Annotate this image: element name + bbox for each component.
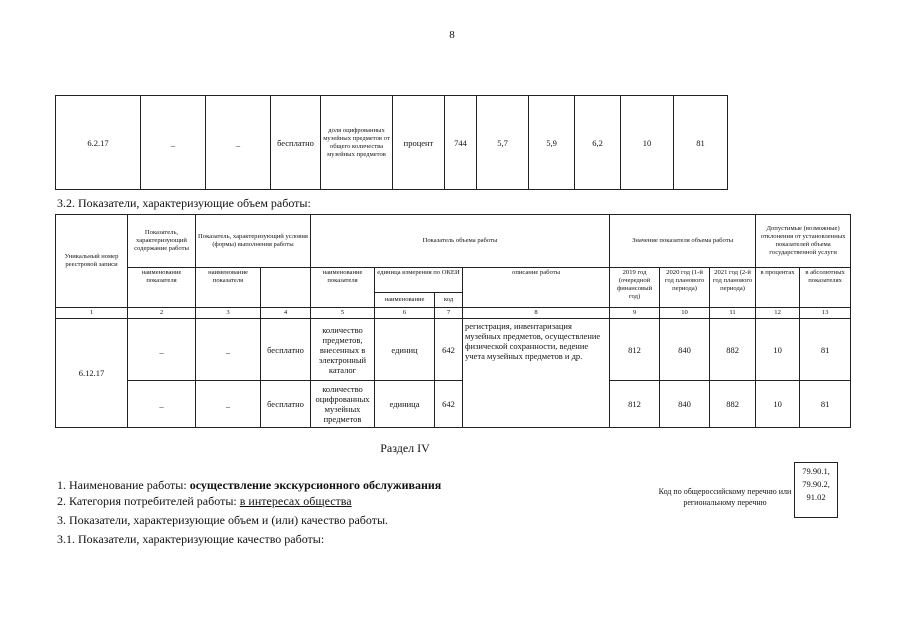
header-content-indicator: Показатель, характеризующий содержание работы: [128, 215, 196, 268]
okei-code: 744: [445, 96, 477, 190]
table-cell: _: [128, 381, 196, 428]
table-cell: бесплатно: [261, 381, 311, 428]
consumer-category-label: 2. Категория потребителей работы:: [57, 494, 240, 508]
okei-code: 642: [435, 381, 463, 428]
header-year-2020: 2020 год (1-й год планового периода): [660, 268, 710, 308]
column-number: 8: [463, 308, 610, 319]
deviation-absolute: 81: [800, 381, 851, 428]
table-row: [56, 381, 851, 428]
header-volume-indicator: Показатель объема работы: [311, 215, 610, 268]
table-cell: _: [141, 96, 206, 190]
header-okei-name: наименование: [375, 293, 435, 308]
column-number: 12: [756, 308, 800, 319]
column-number: 9: [610, 308, 660, 319]
header-in-percent: в процентах: [756, 268, 800, 308]
column-number: 13: [800, 308, 851, 319]
column-number: 11: [710, 308, 756, 319]
registry-code-label: Код по общероссийскому перечню или региональному перечню: [658, 487, 792, 507]
indicator-name: количество предметов, внесенных в электронный каталог: [311, 319, 375, 381]
column-number: 10: [660, 308, 710, 319]
column-number: 6: [375, 308, 435, 319]
header-volume-value: Значение показателя объема работы: [610, 215, 756, 268]
header-work-description: описание работы: [463, 268, 610, 308]
column-number: 7: [435, 308, 463, 319]
table-cell: _: [196, 381, 261, 428]
header-row: [56, 268, 851, 293]
registry-code: 91.02: [806, 492, 826, 502]
table-row: [56, 319, 851, 381]
value-2020: 840: [660, 381, 710, 428]
volume-indicators-table: [55, 214, 851, 428]
indicators-heading: 3. Показатели, характеризующие объем и (или) качество работы.: [57, 513, 389, 527]
value-2019: 812: [610, 319, 660, 381]
quality-indicators-heading: 3.1. Показатели, характеризующие качество работы:: [57, 532, 325, 546]
section-title: Раздел IV: [380, 441, 430, 455]
unit-name: единица: [375, 381, 435, 428]
value-2019: 812: [610, 381, 660, 428]
consumer-category-value: в интересах общества: [239, 494, 352, 508]
deviation-percent: 10: [621, 96, 674, 190]
work-name-value: осуществление экскурсионного обслуживания: [189, 478, 442, 492]
registry-code: 79.90.1,: [802, 466, 830, 476]
header-okei-code: код: [435, 293, 463, 308]
registry-number: 6.12.17: [56, 319, 128, 428]
deviation-percent: 10: [756, 381, 800, 428]
value-2021: 882: [710, 319, 756, 381]
indicator-name: количество оцифрованных музейных предметов: [311, 381, 375, 428]
unit-name: процент: [393, 96, 445, 190]
header-okei: единица измерения по ОКЕИ: [375, 268, 463, 293]
work-name-line: [57, 478, 441, 493]
table-row: [56, 96, 728, 190]
column-number: 1: [56, 308, 128, 319]
table-cell: _: [128, 319, 196, 381]
registry-code: 79.90.2,: [802, 479, 830, 489]
header-unique-number: Уникальный номер реестровой записи: [56, 215, 128, 308]
table-cell: бесплатно: [261, 319, 311, 381]
header-year-2019: 2019 год (очередной финансовый год): [610, 268, 660, 308]
page-number: 8: [449, 29, 455, 41]
column-number: 3: [196, 308, 261, 319]
deviation-absolute: 81: [674, 96, 728, 190]
deviation-percent: 10: [756, 319, 800, 381]
work-description: регистрация, инвентаризация музейных предметов, осуществление физической сохранности, ведение учета музейных предметов и др.: [463, 319, 610, 428]
okei-code: 642: [435, 319, 463, 381]
consumer-category-line: [57, 494, 352, 509]
header-name-indicator: наименование показателя: [311, 268, 375, 308]
table-cell: бесплатно: [271, 96, 321, 190]
value-2019: 5,7: [477, 96, 529, 190]
header-name-indicator: наименование показателя: [128, 268, 196, 308]
header-name-indicator: наименование показателя: [196, 268, 261, 308]
header-in-absolute: в абсолютных показателях: [800, 268, 851, 308]
value-2021: 882: [710, 381, 756, 428]
column-number: 5: [311, 308, 375, 319]
column-number: 2: [128, 308, 196, 319]
quality-indicators-table: [55, 95, 728, 190]
registry-number: 6.2.17: [56, 96, 141, 190]
registry-code-box: [794, 462, 838, 518]
header-year-2021: 2021 год (2-й год планового периода): [710, 268, 756, 308]
header-empty: [261, 268, 311, 308]
header-deviations: Допустимые (возможные) отклонения от установленных показателей объема государственной услуги: [756, 215, 851, 268]
deviation-absolute: 81: [800, 319, 851, 381]
indicator-name: доля оцифрованных музейных предметов от общего количества музейных предметов: [321, 96, 393, 190]
table-cell: _: [196, 319, 261, 381]
column-number: 4: [261, 308, 311, 319]
header-row: [56, 215, 851, 268]
work-name-label: 1. Наименование работы:: [57, 478, 190, 492]
column-numbers-row: [56, 308, 851, 319]
table-cell: _: [206, 96, 271, 190]
value-2021: 6,2: [575, 96, 621, 190]
value-2020: 5,9: [529, 96, 575, 190]
section-3-2-title: 3.2. Показатели, характеризующие объем работы:: [57, 196, 311, 210]
header-conditions-indicator: Показатель, характеризующий условия (формы) выполнения работы: [196, 215, 311, 268]
unit-name: единиц: [375, 319, 435, 381]
value-2020: 840: [660, 319, 710, 381]
